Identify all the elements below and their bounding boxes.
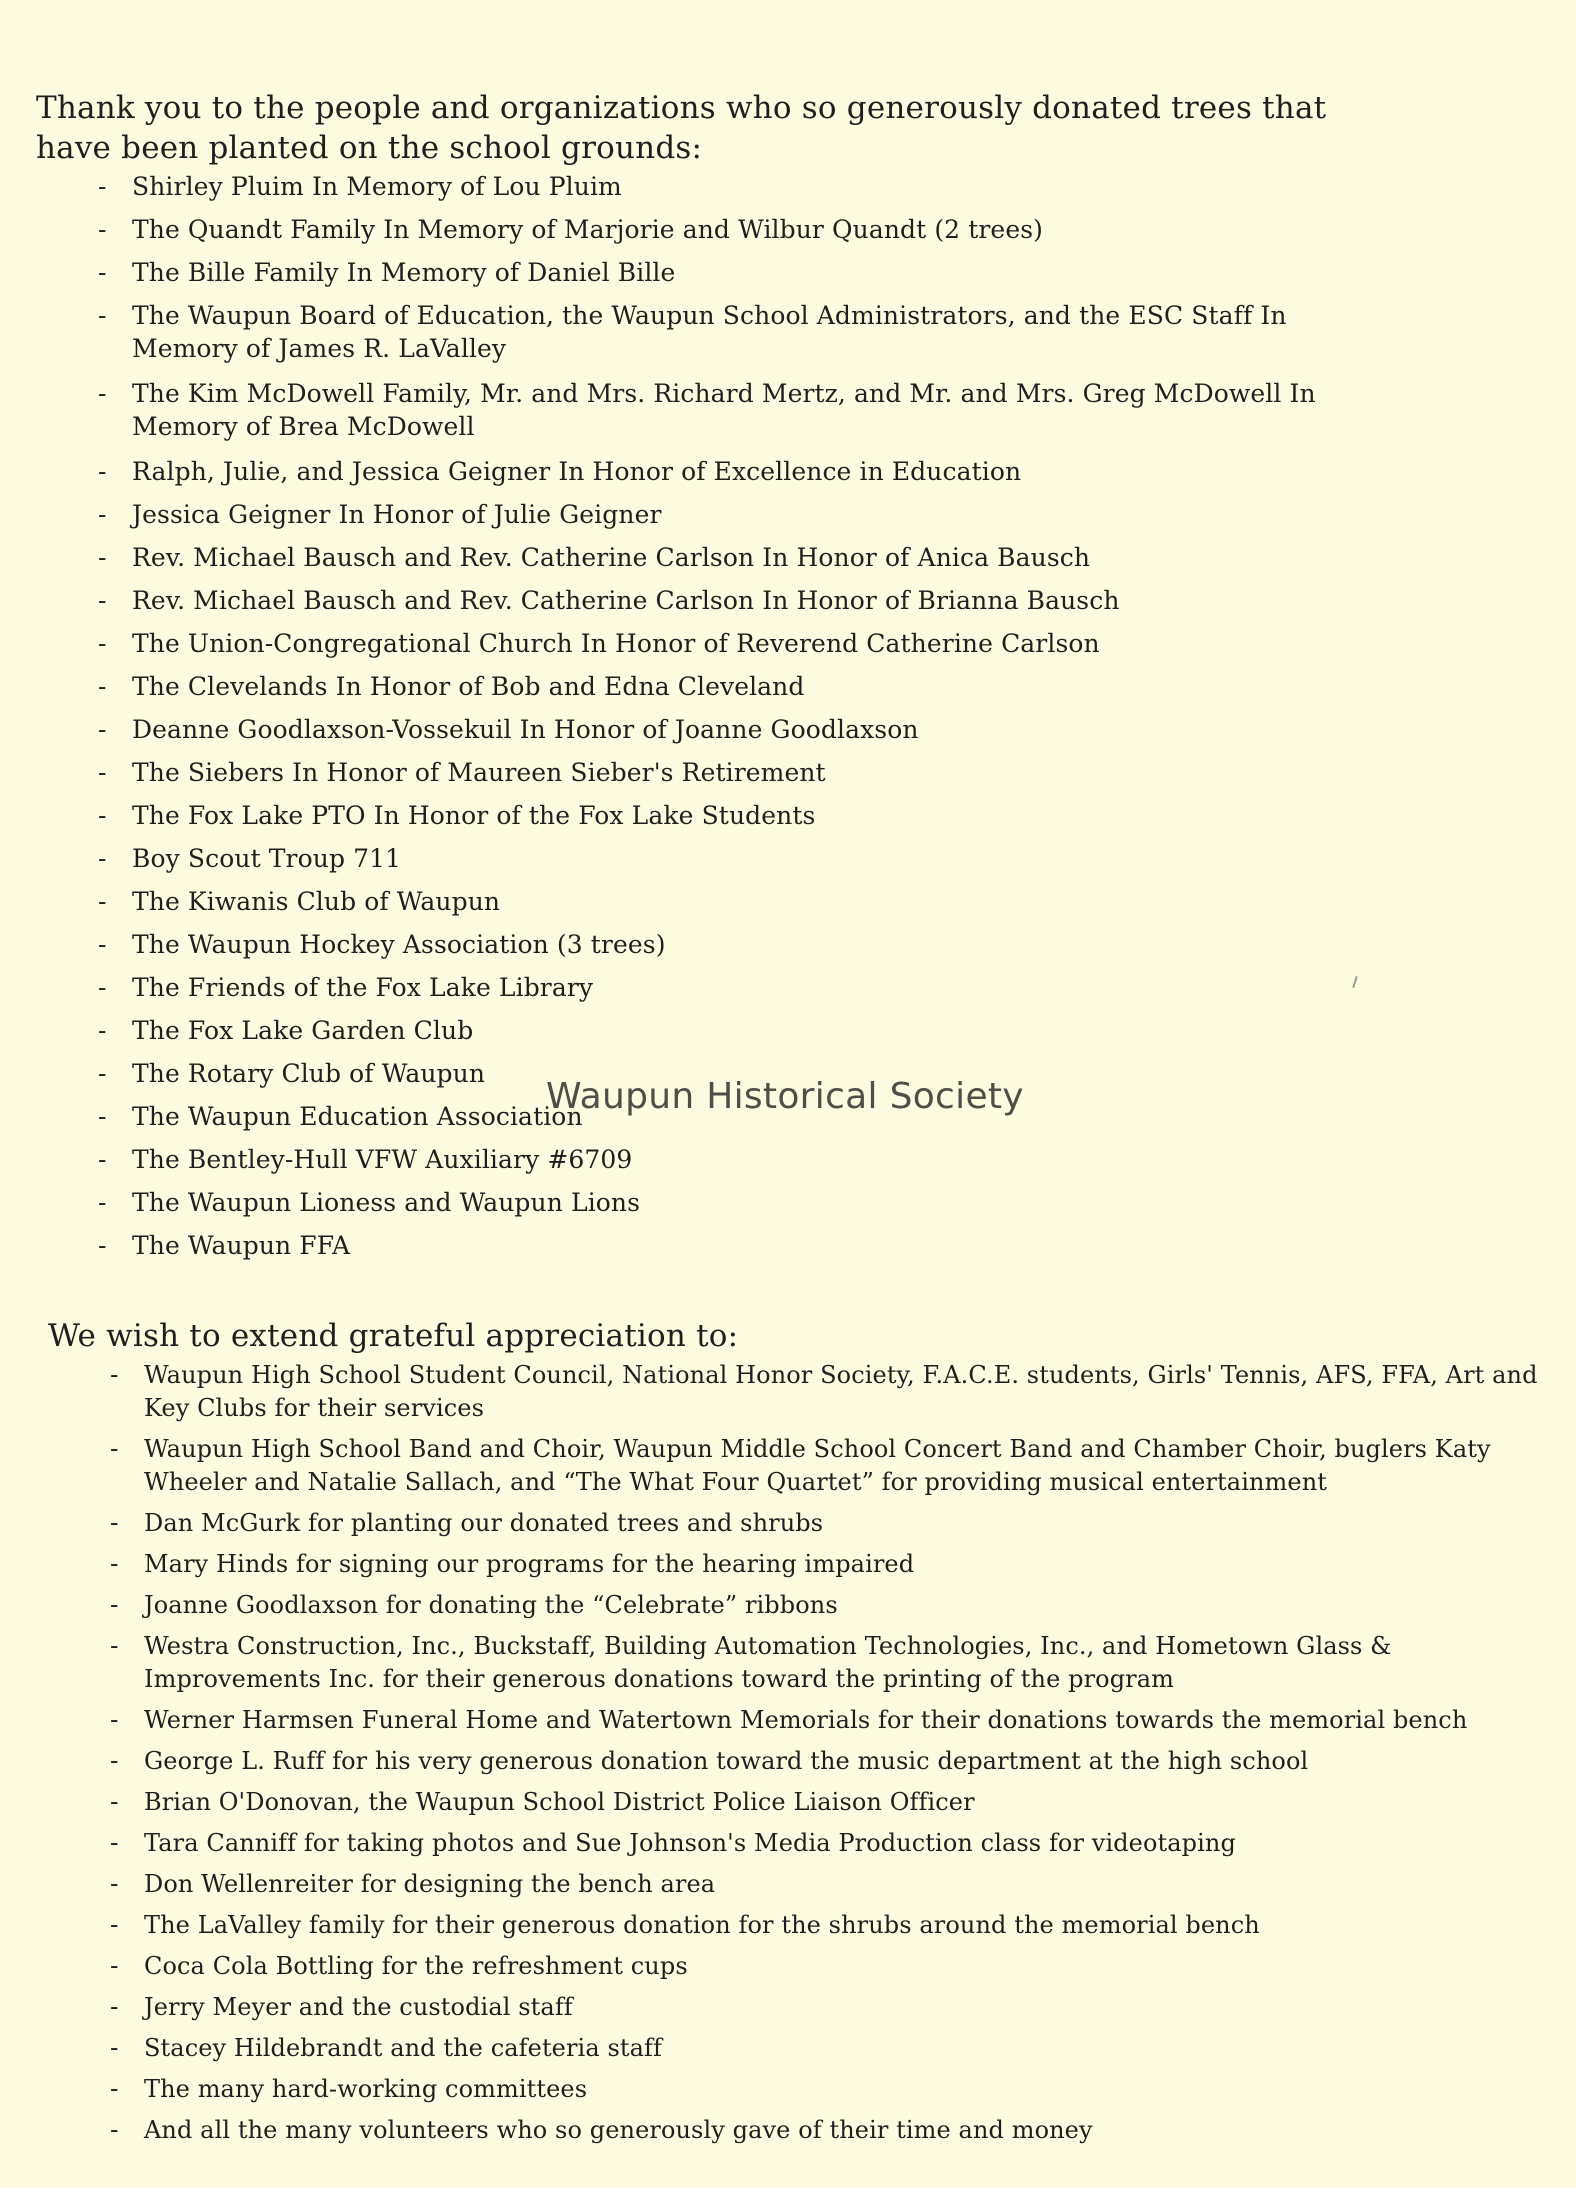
list-item: - The Union-Congregational Church In Honor of Reverend Catherine Carlson [98, 629, 1100, 658]
bullet-dash: - [98, 1145, 107, 1174]
bullet-dash: - [110, 1787, 119, 1816]
bullet-dash: - [98, 379, 107, 408]
bullet-dash: - [110, 1590, 119, 1619]
list-item: - The Siebers In Honor of Maureen Sieber's Retirement [98, 758, 826, 787]
list-item: - George L. Ruff for his very generous donation toward the music department at the high school [110, 1746, 1309, 1775]
list-item: - The Waupun FFA [98, 1231, 351, 1260]
bullet-dash: - [110, 1746, 119, 1775]
appreciation-heading: We wish to extend grateful appreciation to: [48, 1318, 739, 1354]
appreciation-section [48, 1316, 1548, 2154]
list-item: - The Rotary Club of Waupun [98, 1059, 486, 1088]
bullet-dash: - [98, 887, 107, 916]
list-item: - The Waupun Lioness and Waupun Lions [98, 1188, 641, 1217]
list-item: - Shirley Pluim In Memory of Lou Pluim [98, 172, 622, 201]
bullet-dash: - [98, 172, 107, 201]
bullet-dash: - [110, 1434, 119, 1463]
bullet-dash: - [110, 1631, 119, 1660]
list-item: - The many hard-working committees [110, 2074, 588, 2103]
bullet-dash: - [98, 801, 107, 830]
bullet-dash: - [98, 500, 107, 529]
bullet-dash: - [98, 930, 107, 959]
list-item: - The Kim McDowell Family, Mr. and Mrs. Richard Mertz, and Mr. and Mrs. Greg McDowell In Memory of Brea McDowell [98, 379, 1316, 441]
list-item: - Ralph, Julie, and Jessica Geigner In Honor of Excellence in Education [98, 457, 1022, 486]
list-item: - And all the many volunteers who so generously gave of their time and money [110, 2115, 1093, 2144]
list-item: - Coca Cola Bottling for the refreshment cups [110, 1951, 688, 1980]
bullet-dash: - [110, 2033, 119, 2062]
bullet-dash: - [110, 2074, 119, 2103]
list-item: - Stacey Hildebrandt and the cafeteria staff [110, 2033, 663, 2062]
bullet-dash: - [98, 973, 107, 1002]
list-item: - The Fox Lake PTO In Honor of the Fox Lake Students [98, 801, 816, 830]
bullet-dash: - [98, 715, 107, 744]
list-item: - Waupun High School Student Council, National Honor Society, F.A.C.E. students, Girls' Tennis, AFS, FFA, Art and Key Clubs for their services [110, 1360, 1538, 1422]
bullet-dash: - [98, 1188, 107, 1217]
bullet-dash: - [98, 629, 107, 658]
bullet-dash: - [110, 1508, 119, 1537]
list-item: - The Waupun Hockey Association (3 trees) [98, 930, 666, 959]
bullet-dash: - [98, 586, 107, 615]
bullet-dash: - [110, 1869, 119, 1898]
bullet-dash: - [98, 1102, 107, 1131]
bullet-dash: - [98, 543, 107, 572]
list-item: - The LaValley family for their generous donation for the shrubs around the memorial bench [110, 1910, 1260, 1939]
historical-society-watermark: Waupun Historical Society [546, 1076, 1024, 1117]
list-item: - The Bentley-Hull VFW Auxiliary #6709 [98, 1145, 633, 1174]
list-item: - The Quandt Family In Memory of Marjorie and Wilbur Quandt (2 trees) [98, 215, 1044, 244]
list-item: - Rev. Michael Bausch and Rev. Catherine Carlson In Honor of Brianna Bausch [98, 586, 1120, 615]
bullet-dash: - [110, 1549, 119, 1578]
list-item: - The Clevelands In Honor of Bob and Edna Cleveland [98, 672, 805, 701]
list-item: - Brian O'Donovan, the Waupun School District Police Liaison Officer [110, 1787, 975, 1816]
bullet-dash: - [98, 1231, 107, 1260]
list-item: - Dan McGurk for planting our donated trees and shrubs [110, 1508, 824, 1537]
list-item: - Deanne Goodlaxson-Vossekuil In Honor of Joanne Goodlaxson [98, 715, 919, 744]
list-item: - Mary Hinds for signing our programs for the hearing impaired [110, 1549, 915, 1578]
bullet-dash: - [98, 258, 107, 287]
list-item: - Westra Construction, Inc., Buckstaff, Building Automation Technologies, Inc., and Hometown Glass & Improvements Inc. for their generous donations toward the printing of the program [110, 1631, 1392, 1693]
list-item: - The Fox Lake Garden Club [98, 1016, 474, 1045]
list-item: - The Friends of the Fox Lake Library [98, 973, 594, 1002]
list-item: - Jessica Geigner In Honor of Julie Geigner [98, 500, 662, 529]
bullet-dash: - [110, 2115, 119, 2144]
list-item: - Waupun High School Band and Choir, Waupun Middle School Concert Band and Chamber Choir, buglers Katy Wheeler and Natalie Sallach, and “The What Four Quartet” for providing musical entertainment [110, 1434, 1491, 1496]
list-item: - Joanne Goodlaxson for donating the “Celebrate” ribbons [110, 1590, 838, 1619]
list-item: - The Waupun Board of Education, the Waupun School Administrators, and the ESC Staff In Memory of James R. LaValley [98, 301, 1287, 363]
list-item: - The Bille Family In Memory of Daniel Bille [98, 258, 676, 287]
bullet-dash: - [110, 1910, 119, 1939]
list-item: - Rev. Michael Bausch and Rev. Catherine Carlson In Honor of Anica Bausch [98, 543, 1091, 572]
bullet-dash: - [98, 301, 107, 330]
bullet-dash: - [98, 1059, 107, 1088]
list-item: - The Kiwanis Club of Waupun [98, 887, 501, 916]
bullet-dash: - [110, 1951, 119, 1980]
appreciation-list [48, 1358, 1548, 2154]
bullet-dash: - [98, 215, 107, 244]
bullet-dash: - [110, 1360, 119, 1389]
bullet-dash: - [98, 672, 107, 701]
bullet-dash: - [98, 457, 107, 486]
bullet-dash: - [98, 758, 107, 787]
list-item: - Boy Scout Troup 711 [98, 844, 402, 873]
list-item: - Tara Canniff for taking photos and Sue Johnson's Media Production class for videotaping [110, 1828, 1236, 1857]
bullet-dash: - [110, 1992, 119, 2021]
bullet-dash: - [110, 1828, 119, 1857]
tree-donors-heading: Thank you to the people and organizations who so generously donated trees that have been planted on the school grounds: [36, 90, 1327, 166]
list-item: - Werner Harmsen Funeral Home and Watertown Memorials for their donations towards the memorial bench [110, 1705, 1468, 1734]
bullet-dash: - [110, 1705, 119, 1734]
bullet-dash: - [98, 1016, 107, 1045]
list-item: - Jerry Meyer and the custodial staff [110, 1992, 573, 2021]
list-item: - Don Wellenreiter for designing the bench area [110, 1869, 716, 1898]
bullet-dash: - [98, 844, 107, 873]
list-item: - The Waupun Education Association [98, 1102, 583, 1131]
